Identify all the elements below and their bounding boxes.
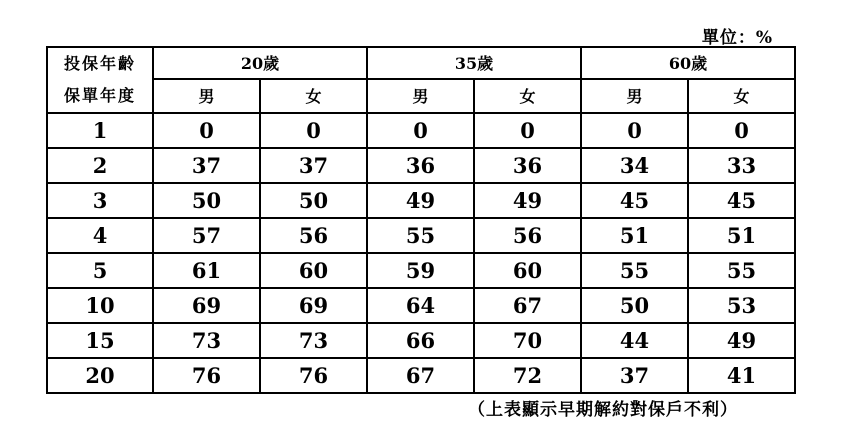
corner-age-label: 投保年齡 [63, 54, 136, 73]
rate-cell: 60 [260, 253, 367, 288]
rate-cell: 49 [474, 183, 581, 218]
gender-header: 男 [367, 79, 474, 113]
rate-cell: 50 [153, 183, 260, 218]
age-group-header: 20歲 [153, 47, 367, 79]
rate-cell: 44 [581, 323, 688, 358]
rate-cell: 49 [688, 323, 795, 358]
table-header-genders [47, 79, 795, 113]
gender-header: 女 [474, 79, 581, 113]
rate-cell: 37 [581, 358, 688, 393]
table-row [47, 253, 795, 288]
rate-cell: 0 [260, 113, 367, 148]
rate-cell: 37 [153, 148, 260, 183]
rate-cell: 56 [260, 218, 367, 253]
rate-cell: 66 [367, 323, 474, 358]
rate-cell: 0 [474, 113, 581, 148]
table-row [47, 183, 795, 218]
rate-cell: 36 [474, 148, 581, 183]
rate-cell: 0 [581, 113, 688, 148]
rate-cell: 33 [688, 148, 795, 183]
rate-cell: 56 [474, 218, 581, 253]
rate-cell: 0 [153, 113, 260, 148]
rate-cell: 67 [474, 288, 581, 323]
corner-header [47, 47, 153, 113]
rate-cell: 55 [367, 218, 474, 253]
surrender-rate-table [46, 46, 796, 394]
rate-cell: 37 [260, 148, 367, 183]
policy-year-cell: 1 [47, 113, 153, 148]
table-header-ages [47, 47, 795, 79]
table-row [47, 323, 795, 358]
policy-year-cell: 3 [47, 183, 153, 218]
policy-year-cell: 15 [47, 323, 153, 358]
policy-year-cell: 10 [47, 288, 153, 323]
rate-cell: 34 [581, 148, 688, 183]
rate-cell: 45 [688, 183, 795, 218]
corner-year-label: 保單年度 [63, 86, 136, 105]
policy-year-cell: 4 [47, 218, 153, 253]
table-row [47, 113, 795, 148]
unit-label: 單位：% [701, 28, 773, 48]
rate-cell: 51 [581, 218, 688, 253]
table-row [47, 288, 795, 323]
rate-cell: 70 [474, 323, 581, 358]
rate-cell: 72 [474, 358, 581, 393]
table-row [47, 358, 795, 393]
rate-cell: 55 [688, 253, 795, 288]
rate-cell: 73 [260, 323, 367, 358]
rate-cell: 50 [581, 288, 688, 323]
rate-cell: 76 [153, 358, 260, 393]
rate-cell: 67 [367, 358, 474, 393]
rate-cell: 55 [581, 253, 688, 288]
rate-cell: 76 [260, 358, 367, 393]
rate-cell: 69 [153, 288, 260, 323]
gender-header: 女 [688, 79, 795, 113]
rate-cell: 50 [260, 183, 367, 218]
gender-header: 男 [153, 79, 260, 113]
rate-cell: 69 [260, 288, 367, 323]
policy-year-cell: 20 [47, 358, 153, 393]
policy-year-cell: 5 [47, 253, 153, 288]
footnote: （上表顯示早期解約對保戶不利） [468, 400, 738, 420]
table-row [47, 218, 795, 253]
policy-year-cell: 2 [47, 148, 153, 183]
age-group-header: 35歲 [367, 47, 581, 79]
rate-cell: 57 [153, 218, 260, 253]
gender-header: 男 [581, 79, 688, 113]
rate-cell: 60 [474, 253, 581, 288]
rate-cell: 61 [153, 253, 260, 288]
rate-cell: 41 [688, 358, 795, 393]
rate-cell: 0 [688, 113, 795, 148]
rate-cell: 45 [581, 183, 688, 218]
rate-cell: 0 [367, 113, 474, 148]
rate-cell: 64 [367, 288, 474, 323]
rate-cell: 36 [367, 148, 474, 183]
rate-cell: 59 [367, 253, 474, 288]
age-group-header: 60歲 [581, 47, 795, 79]
rate-cell: 53 [688, 288, 795, 323]
gender-header: 女 [260, 79, 367, 113]
rate-cell: 73 [153, 323, 260, 358]
table-row [47, 148, 795, 183]
rate-cell: 51 [688, 218, 795, 253]
rate-cell: 49 [367, 183, 474, 218]
